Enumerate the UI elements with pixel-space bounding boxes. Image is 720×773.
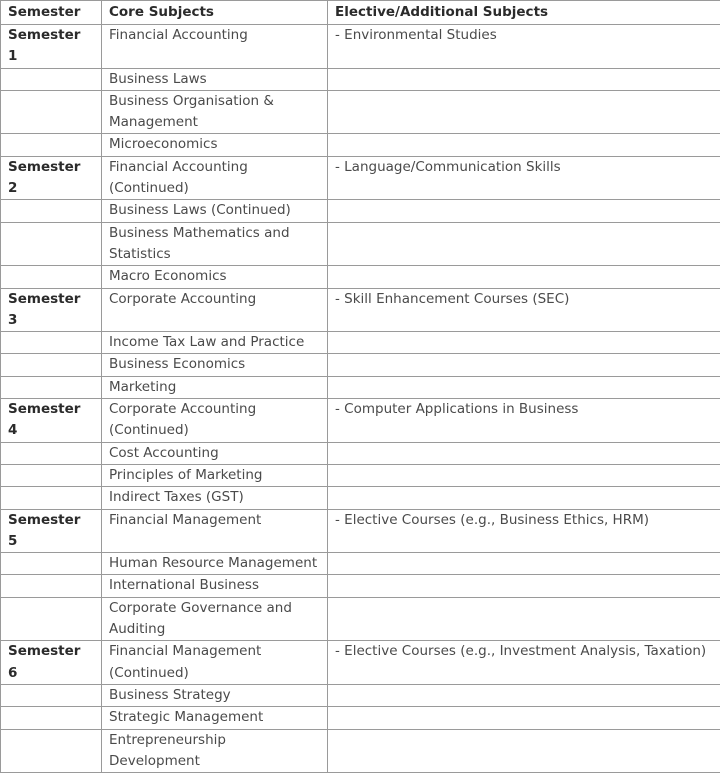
table-row xyxy=(1,641,720,685)
elective-cell-empty xyxy=(328,487,720,509)
semester-label: Semester 6 xyxy=(1,641,102,685)
table-row xyxy=(1,684,720,706)
elective-subject: - Computer Applications in Business xyxy=(328,399,720,443)
elective-cell-empty xyxy=(328,597,720,641)
elective-cell-empty xyxy=(328,729,720,773)
elective-cell-empty xyxy=(328,575,720,597)
semester-cell-empty xyxy=(1,597,102,641)
header-elective-subjects: Elective/Additional Subjects xyxy=(328,1,720,25)
core-subject: Business Organisation & Management xyxy=(102,90,328,134)
elective-cell-empty xyxy=(328,332,720,354)
semester-cell-empty xyxy=(1,464,102,486)
table-row xyxy=(1,487,720,509)
table-row xyxy=(1,156,720,200)
table-row xyxy=(1,553,720,575)
elective-cell-empty xyxy=(328,354,720,376)
table-row xyxy=(1,332,720,354)
core-subject: Corporate Accounting xyxy=(102,288,328,332)
header-core-subjects: Core Subjects xyxy=(102,1,328,25)
core-subject: Corporate Accounting (Continued) xyxy=(102,399,328,443)
table-row xyxy=(1,707,720,729)
table-row xyxy=(1,134,720,156)
semester-cell-empty xyxy=(1,707,102,729)
core-subject: Business Strategy xyxy=(102,684,328,706)
table-row xyxy=(1,90,720,134)
elective-subject: - Language/Communication Skills xyxy=(328,156,720,200)
core-subject: Business Laws (Continued) xyxy=(102,200,328,222)
core-subject: Financial Accounting xyxy=(102,25,328,69)
elective-cell-empty xyxy=(328,684,720,706)
semester-cell-empty xyxy=(1,575,102,597)
elective-subject: - Environmental Studies xyxy=(328,25,720,69)
elective-subject: - Elective Courses (e.g., Business Ethics, HRM) xyxy=(328,509,720,553)
semester-cell-empty xyxy=(1,487,102,509)
header-row xyxy=(1,1,720,25)
elective-cell-empty xyxy=(328,134,720,156)
table-row xyxy=(1,464,720,486)
semester-cell-empty xyxy=(1,442,102,464)
semester-cell-empty xyxy=(1,684,102,706)
elective-cell-empty xyxy=(328,553,720,575)
elective-cell-empty xyxy=(328,68,720,90)
semester-cell-empty xyxy=(1,200,102,222)
core-subject: Principles of Marketing xyxy=(102,464,328,486)
core-subject: Macro Economics xyxy=(102,266,328,288)
elective-subject: - Skill Enhancement Courses (SEC) xyxy=(328,288,720,332)
semester-cell-empty xyxy=(1,222,102,266)
table-row xyxy=(1,222,720,266)
header-semester: Semester xyxy=(1,1,102,25)
core-subject: Indirect Taxes (GST) xyxy=(102,487,328,509)
semester-cell-empty xyxy=(1,376,102,398)
elective-cell-empty xyxy=(328,464,720,486)
semester-label: Semester 3 xyxy=(1,288,102,332)
table-body xyxy=(1,25,720,773)
semester-cell-empty xyxy=(1,354,102,376)
core-subject: Marketing xyxy=(102,376,328,398)
elective-cell-empty xyxy=(328,90,720,134)
elective-cell-empty xyxy=(328,266,720,288)
semester-cell-empty xyxy=(1,68,102,90)
core-subject: Financial Management xyxy=(102,509,328,553)
core-subject: International Business xyxy=(102,575,328,597)
elective-cell-empty xyxy=(328,442,720,464)
core-subject: Business Mathematics and Statistics xyxy=(102,222,328,266)
semester-cell-empty xyxy=(1,266,102,288)
semester-label: Semester 1 xyxy=(1,25,102,69)
semester-cell-empty xyxy=(1,134,102,156)
elective-cell-empty xyxy=(328,376,720,398)
semester-cell-empty xyxy=(1,553,102,575)
table-row xyxy=(1,25,720,69)
semester-label: Semester 4 xyxy=(1,399,102,443)
table-row xyxy=(1,376,720,398)
semester-cell-empty xyxy=(1,90,102,134)
core-subject: Strategic Management xyxy=(102,707,328,729)
table-row xyxy=(1,200,720,222)
table-row xyxy=(1,442,720,464)
elective-subject: - Elective Courses (e.g., Investment Analysis, Taxation) xyxy=(328,641,720,685)
core-subject: Business Laws xyxy=(102,68,328,90)
table-row xyxy=(1,399,720,443)
semester-label: Semester 2 xyxy=(1,156,102,200)
elective-cell-empty xyxy=(328,707,720,729)
core-subject: Entrepreneurship Development xyxy=(102,729,328,773)
elective-cell-empty xyxy=(328,222,720,266)
table-row xyxy=(1,354,720,376)
core-subject: Income Tax Law and Practice xyxy=(102,332,328,354)
core-subject: Financial Accounting (Continued) xyxy=(102,156,328,200)
semester-cell-empty xyxy=(1,332,102,354)
core-subject: Human Resource Management xyxy=(102,553,328,575)
table-row xyxy=(1,597,720,641)
table-row xyxy=(1,288,720,332)
table-row xyxy=(1,729,720,773)
core-subject: Financial Management (Continued) xyxy=(102,641,328,685)
table-row xyxy=(1,266,720,288)
table-row xyxy=(1,509,720,553)
core-subject: Cost Accounting xyxy=(102,442,328,464)
table-row xyxy=(1,575,720,597)
core-subject: Corporate Governance and Auditing xyxy=(102,597,328,641)
core-subject: Business Economics xyxy=(102,354,328,376)
semester-cell-empty xyxy=(1,729,102,773)
table-row xyxy=(1,68,720,90)
semester-label: Semester 5 xyxy=(1,509,102,553)
elective-cell-empty xyxy=(328,200,720,222)
core-subject: Microeconomics xyxy=(102,134,328,156)
